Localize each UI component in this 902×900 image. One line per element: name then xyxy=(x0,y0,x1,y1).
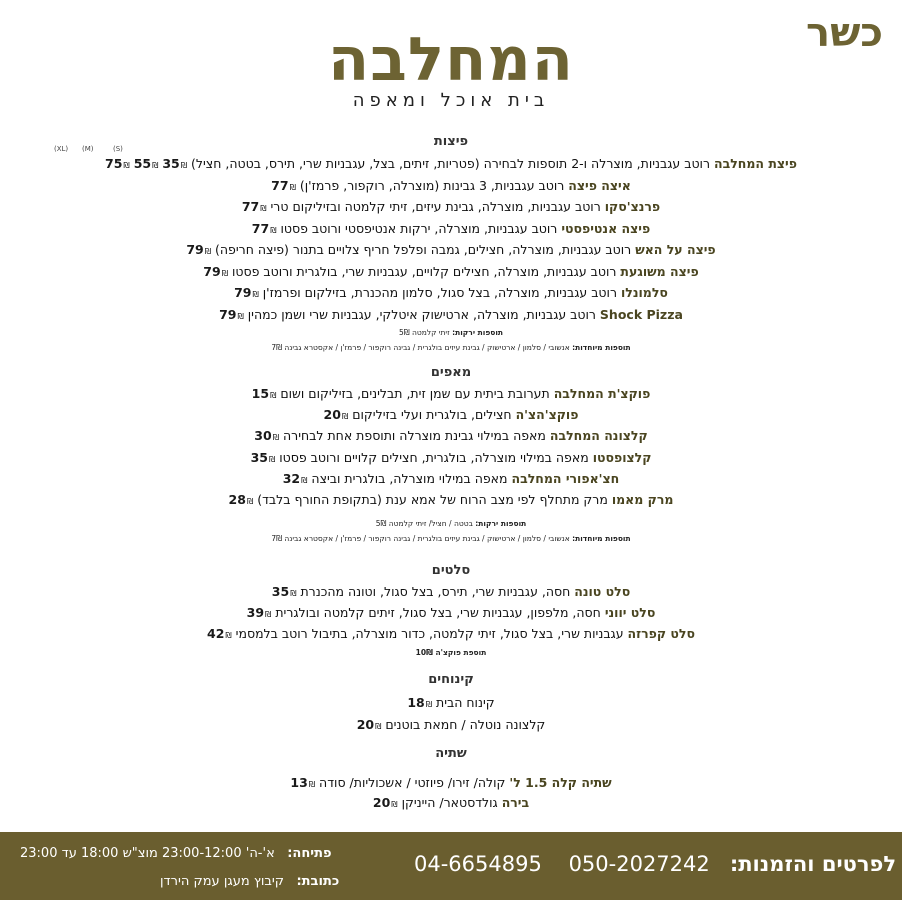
note-text: זיתי קלמטה 5₪ xyxy=(398,328,450,337)
menu-item xyxy=(0,794,902,814)
menu-item-price: 35 xyxy=(162,156,180,171)
shekel-sign: ₪ xyxy=(237,311,244,321)
menu-item xyxy=(0,406,902,426)
menu-item-description: מאפה במילוי גבינת מוצרלה ותוספת אחת לבחירה xyxy=(282,428,546,444)
menu-item-price: 20 xyxy=(356,717,375,732)
section-heading-pizzas: פיצות xyxy=(433,134,469,149)
menu-item xyxy=(0,470,902,490)
menu-item-price: 28 xyxy=(228,492,246,507)
shekel-sign: ₪ xyxy=(308,780,316,789)
menu-item-name: סלט טונה xyxy=(574,584,631,599)
menu-item-price: 77 xyxy=(241,199,260,214)
menu-item-name: קלצופסטו xyxy=(592,449,652,465)
menu-item-description: גולדסטאר/ הייניקן xyxy=(401,795,498,810)
shekel-sign: ₪ xyxy=(252,290,259,299)
contact-phones xyxy=(414,852,896,876)
menu-item xyxy=(0,625,902,645)
restaurant-subtitle: בית אוכל ומאפה xyxy=(352,90,550,111)
menu-item-price: 35 xyxy=(250,449,268,465)
menu-item xyxy=(0,198,902,218)
note-text: אנשובי / סלמון / ארטישוק / גבינת עיזים בולגרית / גבינה רוקפור / פרמז'ן / אקסטרא גבינה 7₪ xyxy=(271,343,570,352)
menu-item-name: פוקצ'ת המחלבה xyxy=(553,386,651,401)
shekel-sign: ₪ xyxy=(123,161,130,170)
menu-item-price: 79 xyxy=(203,263,221,279)
shekel-sign: ₪ xyxy=(260,204,267,213)
size-label-small: (S) xyxy=(113,145,123,153)
menu-item xyxy=(0,385,902,405)
menu-item xyxy=(0,241,902,261)
footer-bar xyxy=(0,832,902,900)
menu-item-name: Shock Pizza xyxy=(599,306,683,322)
menu-item-price: 79 xyxy=(219,306,237,322)
menu-item-price: 75 xyxy=(105,156,123,171)
menu-item-name: בירה xyxy=(501,795,530,810)
shekel-sign: ₪ xyxy=(425,700,433,709)
restaurant-title: המחלבה xyxy=(328,25,574,95)
menu-item-name: סלט קפרזה xyxy=(627,626,695,641)
menu-item-price: 35 xyxy=(271,584,290,599)
menu-item-price: 30 xyxy=(254,428,272,444)
menu-item-price: 15 xyxy=(251,386,270,401)
menu-item-name: קלצונה המחלבה xyxy=(549,428,648,444)
menu-item-price: 18 xyxy=(407,695,425,710)
menu-item xyxy=(0,583,902,603)
menu-item-description: מאפה במילוי מוצרלה, בולגרית, חצילים קלויים ורוטב פסטו xyxy=(279,449,589,465)
menu-item-description: רוטב עגבניות, מוצרלה, חצילים, גמבה ופלפל חריף צלויים בתנור (פיצה חריפה) xyxy=(215,242,632,257)
menu-item-description: חצילים, בולגרית ועלי בזיליקום xyxy=(352,407,512,423)
shekel-sign: ₪ xyxy=(375,722,382,731)
size-label-xl: (XL) xyxy=(54,145,69,153)
section-heading-salads: סלטים xyxy=(431,563,471,578)
address xyxy=(160,874,339,889)
shekel-sign: ₪ xyxy=(225,631,232,640)
menu-item-price: 32 xyxy=(282,470,301,486)
section-note xyxy=(0,648,902,657)
menu-item-name: פיצה משוגעת xyxy=(620,263,699,279)
menu-item-name: פיצה על האש xyxy=(635,242,716,257)
menu-item-description: קולה/ זירו/ פיוזטי / אשכוליות/ סודה xyxy=(319,775,506,790)
menu-item-name: פרנצ'סקו xyxy=(604,199,661,214)
menu-item-description: רוטב עגבניות, מוצרלה, ארטישוק איטלקי, עגבניות שרי ושמן כמהין xyxy=(247,306,596,322)
menu-item-description: מרק מתחלף לפי מצב הרוח של אמא ענת (בתקופת החורף בלבד) xyxy=(257,492,608,507)
section-note xyxy=(0,519,902,528)
menu-item-description: רוטב עגבניות, מוצרלה, גבינת עיזים, זיתי קלמטה ובזיליקום טרי xyxy=(270,199,601,214)
shekel-sign: ₪ xyxy=(270,225,277,235)
menu-item-name: איצה פיצה xyxy=(568,177,631,193)
menu-item-description: רוטב עגבניות, מוצרלה, בצל סגול, סלמון מהכנרת, בזילקום ופרמז'ן xyxy=(262,285,618,300)
menu-item xyxy=(0,774,902,794)
shekel-sign: ₪ xyxy=(341,412,349,422)
shekel-sign: ₪ xyxy=(221,268,228,278)
section-heading-drinks: שתיה xyxy=(435,746,467,761)
shekel-sign: ₪ xyxy=(180,161,188,170)
note-label: תוספות מיוחדות: xyxy=(572,343,631,352)
menu-item xyxy=(0,694,902,714)
section-heading-pastries: מאפים xyxy=(430,365,472,380)
menu-item xyxy=(0,177,902,197)
menu-item-description: חסה, מלפפון, עגבניות שרי, בצל סגול, זיתים קלמטה ובולגרית xyxy=(275,605,601,620)
menu-item-price: 55 xyxy=(133,156,152,171)
menu-item-price: 42 xyxy=(207,626,225,641)
kosher-label: כשר xyxy=(806,10,884,56)
menu-item-description: רוטב עגבניות, מוצרלה, ירקות אנטיפסטי ורוטב פסטו xyxy=(280,220,558,236)
menu-item-description: מאפה במילוי מוצרלה, בולגרית וביצה xyxy=(311,470,508,486)
menu-item-price: 20 xyxy=(372,795,391,810)
section-note xyxy=(0,328,902,337)
menu-item xyxy=(0,716,902,736)
phone-mobile[interactable]: 050-2027242 xyxy=(568,852,710,876)
menu-item-price: 77 xyxy=(251,220,270,236)
menu-item-name: סלט יווני xyxy=(604,605,656,620)
shekel-sign: ₪ xyxy=(246,497,254,506)
shekel-sign: ₪ xyxy=(289,182,296,192)
menu-item-description: קינוח הבית xyxy=(436,695,495,710)
shekel-sign: ₪ xyxy=(204,247,212,256)
menu-item-description: עגבניות שרי, בצל סגול, זיתי קלמטה, כדור מוצרלה, בתיבול רוטב בלמסמי xyxy=(235,626,624,641)
menu-item xyxy=(0,306,902,326)
shekel-sign: ₪ xyxy=(265,610,272,619)
note-text: תוספת פוקצ'ה 10₪ xyxy=(415,648,487,657)
menu-item-price: 79 xyxy=(234,285,252,300)
shekel-sign: ₪ xyxy=(270,391,277,400)
menu-item xyxy=(0,220,902,240)
menu-item-price: 13 xyxy=(290,775,308,790)
menu-item xyxy=(0,427,902,447)
menu-item-price: 79 xyxy=(186,242,204,257)
note-label: תוספות מיוחדות: xyxy=(572,534,631,543)
menu-item xyxy=(0,449,902,469)
note-text: בטטה / חציל/ זיתי קלמטה 5₪ xyxy=(375,519,473,528)
address-text: קיבוץ מעגן עמק הירדן xyxy=(160,874,285,889)
shekel-sign: ₪ xyxy=(290,589,297,598)
menu-item xyxy=(0,491,902,511)
hours-text: א'-ה' 23:00-12:00 מוצ"ש 18:00 עד 23:00 xyxy=(20,846,275,861)
size-label-medium: (M) xyxy=(82,145,94,153)
menu-item xyxy=(0,604,902,624)
menu-item-description: רוטב עגבניות, 3 גבינות (מוצרלה, רוקפור, פרמז'ן) xyxy=(299,177,565,193)
menu-item-name: פיצת המחלבה xyxy=(714,156,797,171)
menu-item-price: 20 xyxy=(323,407,341,423)
menu-item-description: רוטב עגבניות, מוצרלה, חצילים קלויים, עגבניות שרי, בולגרית ורוטב פסטו xyxy=(231,263,617,279)
menu-item-description: רוטב עגבניות, מוצרלה ו-2 תוספות לבחירה (פטריות, זיתים, בצל, עגבניות שרי, תירס, בטטה, חציל) xyxy=(191,156,711,171)
menu-item-name: סלמונלו xyxy=(621,285,668,300)
shekel-sign: ₪ xyxy=(301,475,308,485)
opening-hours xyxy=(20,846,332,861)
menu-item-name: פוקצ'הצ'ה xyxy=(515,407,579,423)
note-label: תוספות ירקות: xyxy=(452,328,504,337)
menu-item xyxy=(0,284,902,304)
note-text: אנשובי / סלמון / ארטישוק / גבינת עיזים בולגרית / גבינה רוקפור / פרמז'ן / אקסטרא גבינה 7₪ xyxy=(271,534,570,543)
shekel-sign: ₪ xyxy=(268,454,276,464)
menu-item-description: חסה, עגבניות שרי, תירס, בצל סגול, וטונה מהכנרת xyxy=(300,584,571,599)
section-note xyxy=(0,343,902,352)
hours-label: פתיחה: xyxy=(287,846,332,861)
menu-item-price: 39 xyxy=(246,605,265,620)
shekel-sign: ₪ xyxy=(152,161,159,170)
menu-item-description: תערובת ביתית עם שמן זית, תבלינים, בזיליקום ושום xyxy=(280,386,550,401)
menu-item xyxy=(0,263,902,283)
shekel-sign: ₪ xyxy=(272,433,279,443)
section-heading-desserts: קינוחים xyxy=(428,672,474,687)
note-label: תוספות ירקות: xyxy=(475,519,527,528)
menu-item-description: קלצונה נוטלה / חמאת בוטנים xyxy=(385,717,546,732)
menu-item-price: 77 xyxy=(271,177,289,193)
phone-landline[interactable]: 04-6654895 xyxy=(414,852,542,876)
menu-item-name: מרק מאמו xyxy=(611,492,674,507)
menu-item-name: חצ'אפורי המחלבה xyxy=(511,470,620,486)
phone-label: לפרטים והזמנות: xyxy=(729,852,897,876)
menu-item xyxy=(0,155,902,175)
shekel-sign: ₪ xyxy=(391,800,398,809)
menu-item-name: פיצה אנטיפסטי xyxy=(561,220,651,236)
address-label: כתובת: xyxy=(296,874,340,889)
menu-item-name: שתיה קלה 1.5 ל' xyxy=(509,775,612,790)
section-note xyxy=(0,534,902,543)
